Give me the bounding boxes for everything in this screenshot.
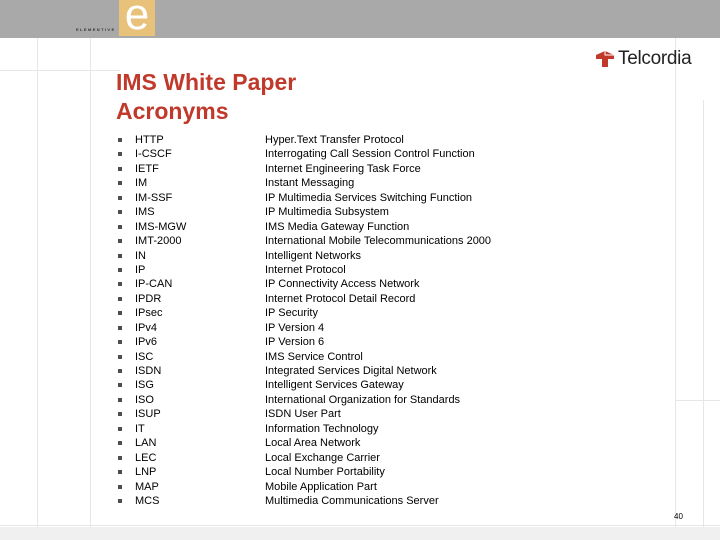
acronym-term: ISUP	[135, 408, 161, 421]
grid-line	[90, 38, 91, 528]
acronym-definition: Internet Engineering Task Force	[265, 162, 421, 175]
logo-letter: e	[124, 0, 150, 39]
footer-band	[0, 527, 720, 540]
acronym-term: IMT-2000	[135, 235, 182, 248]
bullet-icon	[118, 196, 122, 200]
bullet-icon	[118, 239, 122, 243]
acronym-term: LEC	[135, 451, 157, 464]
bullet-icon	[118, 167, 122, 171]
acronym-definition: IP Version 4	[265, 321, 325, 334]
page-title	[116, 68, 536, 126]
bullet-icon	[118, 441, 122, 445]
page-number: 40	[674, 512, 683, 521]
grid-line	[0, 70, 120, 71]
acronym-definition: Instant Messaging	[265, 177, 355, 190]
acronym-definition: IP Multimedia Services Switching Function	[265, 191, 473, 204]
title-line-2: Acronyms	[116, 98, 229, 124]
acronym-definition: International Organization for Standards	[265, 393, 461, 406]
acronym-term: LAN	[135, 437, 157, 450]
grid-line	[37, 38, 38, 528]
acronym-definition: ISDN User Part	[265, 408, 341, 421]
bullet-icon	[118, 427, 122, 431]
acronym-definition: Internet Protocol	[265, 263, 346, 276]
acronym-term: MAP	[135, 480, 159, 493]
acronym-term: IMS	[135, 206, 155, 219]
acronym-term: LNP	[135, 466, 157, 479]
grid-line	[703, 100, 704, 528]
acronym-definition: Local Area Network	[265, 437, 361, 450]
bullet-icon	[118, 355, 122, 359]
acronym-term: IPv6	[135, 336, 158, 349]
acronym-term: IP-CAN	[135, 278, 173, 291]
acronym-definition: IP Multimedia Subsystem	[265, 206, 389, 219]
acronym-definition: Multimedia Communications Server	[265, 494, 439, 507]
title-line-1: IMS White Paper	[116, 69, 297, 95]
acronym-definition: Hyper.Text Transfer Protocol	[265, 134, 404, 146]
acronym-term: ISG	[135, 379, 154, 392]
acronym-definition: IP Version 6	[265, 336, 325, 349]
acronym-term: IN	[135, 249, 146, 262]
acronym-definition: IMS Service Control	[265, 350, 363, 363]
acronym-definition: Local Exchange Carrier	[265, 451, 380, 464]
acronym-term: HTTP	[135, 134, 164, 146]
acronym-definition: IMS Media Gateway Function	[265, 220, 410, 233]
bullet-icon	[118, 412, 122, 416]
acronym-term: ISC	[135, 350, 154, 363]
acronym-term: I-CSCF	[135, 148, 172, 161]
bullet-icon	[118, 297, 122, 301]
header-bar	[0, 0, 720, 38]
acronym-term: IETF	[135, 162, 159, 175]
acronym-definition: Intelligent Networks	[265, 249, 361, 262]
grid-line	[0, 525, 720, 526]
elementive-logo	[119, 0, 155, 39]
grid-line	[676, 400, 720, 401]
logo-text: ELEMENTIVE	[76, 27, 116, 32]
bullet-icon	[118, 254, 122, 258]
bullet-icon	[118, 326, 122, 330]
acronym-definition: Internet Protocol Detail Record	[265, 292, 416, 305]
acronym-definition: Mobile Application Part	[265, 480, 377, 493]
acronym-term: IM	[135, 177, 148, 190]
acronym-term: IP	[135, 263, 146, 276]
acronym-definition: IP Connectivity Access Network	[265, 278, 420, 291]
bullet-icon	[118, 456, 122, 460]
bullet-icon	[118, 398, 122, 402]
acronym-term: IMS-MGW	[135, 220, 187, 233]
bullet-icon	[118, 340, 122, 344]
acronym-definition: Interrogating Call Session Control Function	[265, 148, 475, 161]
telcordia-mark-icon	[594, 49, 616, 69]
acronym-definition: Information Technology	[265, 422, 379, 435]
acronym-definition: International Mobile Telecommunications 2000	[265, 235, 492, 248]
acronym-definition: IP Security	[265, 307, 318, 320]
acronym-term: IM-SSF	[135, 191, 173, 204]
bullet-icon	[118, 268, 122, 272]
acronym-definition: Integrated Services Digital Network	[265, 365, 437, 377]
grid-line	[675, 38, 676, 528]
acronym-term: IPv4	[135, 321, 158, 334]
bullet-icon	[118, 138, 122, 142]
bullet-icon	[118, 499, 122, 503]
acronym-definition: Local Number Portability	[265, 466, 385, 479]
acronym-definition: Intelligent Services Gateway	[265, 379, 404, 392]
acronym-term: ISDN	[135, 365, 162, 377]
bullet-icon	[118, 369, 122, 373]
acronym-term: ISO	[135, 393, 154, 406]
acronym-term: IT	[135, 422, 145, 435]
bullet-icon	[118, 485, 122, 489]
acronym-term: MCS	[135, 494, 160, 507]
bullet-icon	[118, 282, 122, 286]
bullet-icon	[118, 470, 122, 474]
bullet-icon	[118, 383, 122, 387]
bullet-icon	[118, 152, 122, 156]
bullet-icon	[118, 311, 122, 315]
acronym-term: IPDR	[135, 292, 162, 305]
bullet-icon	[118, 225, 122, 229]
brand-name: Telcordia	[618, 48, 692, 69]
bullet-icon	[118, 210, 122, 214]
bullet-icon	[118, 181, 122, 185]
acronym-term: IPsec	[135, 307, 163, 320]
